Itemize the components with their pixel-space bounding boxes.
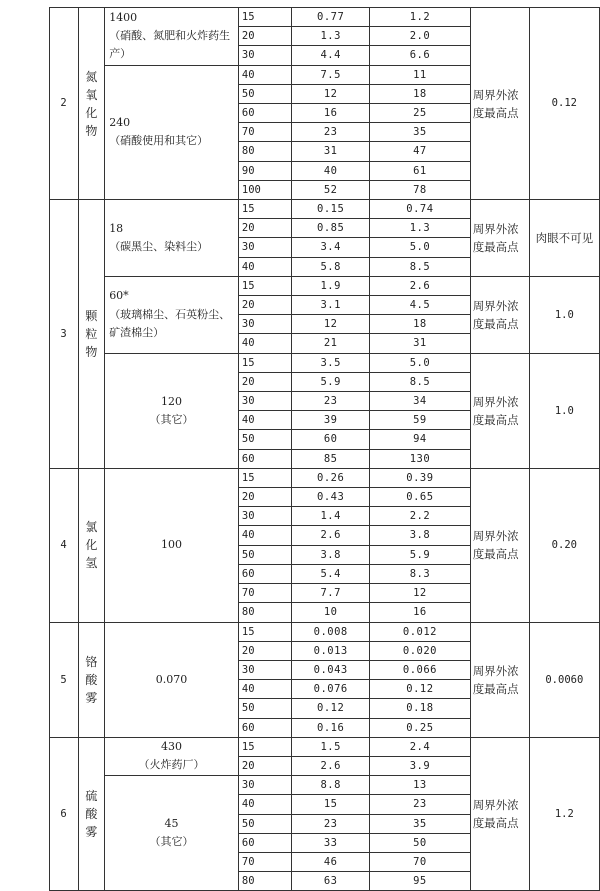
emission-rate-level-3: 5.0: [370, 353, 471, 372]
concentration-line: 产）: [109, 47, 132, 61]
emission-rate-level-3: 70: [370, 852, 471, 871]
stack-height: 15: [238, 622, 291, 641]
pollutant-name-char: 雾: [85, 690, 98, 705]
emission-rate-level-2: 5.4: [292, 564, 370, 583]
emission-rate-level-2: 1.5: [292, 737, 370, 756]
emission-rate-level-2: 15: [292, 795, 370, 814]
stack-height: 30: [238, 46, 291, 65]
emission-rate-level-2: 0.013: [292, 641, 370, 660]
concentration-limit: [105, 200, 239, 277]
emission-rate-level-3: 18: [370, 315, 471, 334]
pollutant-name-char: 物: [85, 344, 98, 359]
emission-rate-level-2: 0.076: [292, 680, 370, 699]
stack-height: 100: [238, 180, 291, 199]
perimeter-concentration-limit: 1.0: [529, 353, 599, 468]
stack-height: 15: [238, 468, 291, 487]
monitoring-point: [470, 622, 529, 737]
emission-rate-level-2: 1.4: [292, 507, 370, 526]
emission-rate-level-3: 61: [370, 161, 471, 180]
pollutant-number: 3: [50, 200, 79, 469]
pollutant-name: [78, 8, 105, 200]
pollutant-name-char: 化: [85, 105, 98, 120]
concentration-limit: [105, 65, 239, 199]
stack-height: 80: [238, 142, 291, 161]
stack-height: 30: [238, 315, 291, 334]
stack-height: 30: [238, 776, 291, 795]
stack-height: 40: [238, 526, 291, 545]
emission-rate-level-3: 59: [370, 411, 471, 430]
emission-rate-level-3: 3.8: [370, 526, 471, 545]
pollutant-name-char: 雾: [85, 825, 98, 840]
stack-height: 40: [238, 65, 291, 84]
concentration-limit: [105, 468, 239, 622]
concentration-limit: [105, 622, 239, 737]
emission-rate-level-2: 52: [292, 180, 370, 199]
concentration-line: 240: [109, 116, 131, 130]
emission-rate-level-2: 0.77: [292, 8, 370, 27]
emission-rate-level-2: 63: [292, 872, 370, 891]
emission-rate-level-3: 2.6: [370, 276, 471, 295]
table-row: [50, 737, 600, 756]
stack-height: 20: [238, 219, 291, 238]
concentration-line: 0.070: [155, 672, 188, 686]
emission-rate-level-3: 1.2: [370, 8, 471, 27]
monitoring-point: [470, 8, 529, 200]
emission-rate-level-2: 0.85: [292, 219, 370, 238]
stack-height: 30: [238, 392, 291, 411]
concentration-line: （玻璃棉尘、石英粉尘、: [109, 307, 231, 321]
pollutant-name-char: 物: [85, 123, 98, 138]
emission-rate-level-2: 0.16: [292, 718, 370, 737]
pollutant-name-char: 氢: [85, 556, 98, 571]
stack-height: 40: [238, 795, 291, 814]
emission-rate-level-2: 40: [292, 161, 370, 180]
perimeter-concentration-limit: 0.0060: [529, 622, 599, 737]
monitoring-point-line: 周界外浓: [472, 394, 519, 409]
pollutant-name-char: 硫: [85, 789, 98, 804]
emission-rate-level-3: 47: [370, 142, 471, 161]
pollutant-name-char: 化: [85, 538, 98, 553]
emission-rate-level-2: 3.5: [292, 353, 370, 372]
pollutant-name-char: 酸: [85, 807, 98, 822]
emission-rate-level-2: 21: [292, 334, 370, 353]
emission-rate-level-3: 31: [370, 334, 471, 353]
emission-rate-level-3: 50: [370, 833, 471, 852]
emission-rate-level-3: 0.74: [370, 200, 471, 219]
monitoring-point-line: 度最高点: [472, 105, 519, 120]
pollutant-name: [78, 468, 105, 622]
emission-rate-level-3: 18: [370, 84, 471, 103]
concentration-line: 45: [164, 817, 179, 831]
emission-rate-level-2: 16: [292, 104, 370, 123]
stack-height: 15: [238, 8, 291, 27]
pollutant-name: [78, 622, 105, 737]
stack-height: 20: [238, 488, 291, 507]
emission-rate-level-2: 1.9: [292, 276, 370, 295]
concentration-line: （硝酸、氮肥和火炸药生: [109, 29, 231, 43]
perimeter-concentration-limit: 0.20: [529, 468, 599, 622]
stack-height: 70: [238, 584, 291, 603]
emission-rate-level-2: 12: [292, 84, 370, 103]
stack-height: 90: [238, 161, 291, 180]
table-body: [50, 8, 600, 891]
table-row: [50, 353, 600, 372]
stack-height: 40: [238, 680, 291, 699]
concentration-line: （其它）: [149, 835, 194, 849]
concentration-line: （火炸药厂）: [138, 758, 205, 772]
stack-height: 30: [238, 507, 291, 526]
emission-rate-level-3: 2.2: [370, 507, 471, 526]
concentration-limit: [105, 776, 239, 891]
emission-rate-level-2: 31: [292, 142, 370, 161]
monitoring-point: [470, 737, 529, 891]
monitoring-point-line: 周界外浓: [472, 529, 519, 544]
stack-height: 15: [238, 737, 291, 756]
emission-rate-level-2: 85: [292, 449, 370, 468]
monitoring-point-line: 周界外浓: [472, 221, 519, 236]
stack-height: 80: [238, 872, 291, 891]
emission-rate-level-2: 7.5: [292, 65, 370, 84]
monitoring-point-line: 度最高点: [472, 681, 519, 696]
table-row: [50, 622, 600, 641]
concentration-line: 1400: [109, 11, 138, 24]
emission-rate-level-3: 4.5: [370, 296, 471, 315]
monitoring-point: [470, 200, 529, 277]
emission-rate-level-2: 7.7: [292, 584, 370, 603]
perimeter-concentration-limit: 0.12: [529, 8, 599, 200]
monitoring-point: [470, 276, 529, 353]
stack-height: 20: [238, 756, 291, 775]
emission-rate-level-3: 2.0: [370, 27, 471, 46]
perimeter-concentration-limit: 1.0: [529, 276, 599, 353]
emission-rate-level-3: 0.066: [370, 660, 471, 679]
stack-height: 15: [238, 353, 291, 372]
concentration-line: 100: [161, 538, 183, 552]
concentration-line: 120: [161, 394, 183, 408]
pollutant-name-char: 酸: [85, 672, 98, 687]
emission-rate-level-2: 23: [292, 123, 370, 142]
emission-rate-level-3: 94: [370, 430, 471, 449]
perimeter-concentration-limit: 1.2: [529, 737, 599, 891]
stack-height: 15: [238, 200, 291, 219]
monitoring-point-line: 周界外浓: [472, 87, 519, 102]
emission-rate-level-3: 3.9: [370, 756, 471, 775]
monitoring-point-line: 度最高点: [472, 316, 519, 331]
emission-rate-level-3: 23: [370, 795, 471, 814]
emission-rate-level-3: 130: [370, 449, 471, 468]
monitoring-point-line: 周界外浓: [472, 798, 519, 813]
stack-height: 60: [238, 104, 291, 123]
stack-height: 20: [238, 372, 291, 391]
stack-height: 20: [238, 641, 291, 660]
emission-rate-level-3: 6.6: [370, 46, 471, 65]
emission-rate-level-2: 4.4: [292, 46, 370, 65]
stack-height: 50: [238, 84, 291, 103]
stack-height: 15: [238, 276, 291, 295]
emission-standards-table: [49, 7, 600, 891]
emission-rate-level-2: 2.6: [292, 526, 370, 545]
stack-height: 40: [238, 334, 291, 353]
stack-height: 50: [238, 430, 291, 449]
pollutant-name: [78, 737, 105, 891]
emission-rate-level-2: 5.9: [292, 372, 370, 391]
concentration-line: 430: [161, 740, 183, 754]
monitoring-point: [470, 353, 529, 468]
emission-rate-level-2: 33: [292, 833, 370, 852]
concentration-limit: [105, 737, 239, 775]
emission-rate-level-3: 12: [370, 584, 471, 603]
stack-height: 50: [238, 699, 291, 718]
pollutant-name: [78, 200, 105, 469]
monitoring-point: [470, 468, 529, 622]
emission-rate-level-3: 35: [370, 814, 471, 833]
emission-rate-level-2: 12: [292, 315, 370, 334]
table-row: [50, 276, 600, 295]
stack-height: 60: [238, 833, 291, 852]
emission-rate-level-2: 0.43: [292, 488, 370, 507]
table-row: [50, 468, 600, 487]
stack-height: 70: [238, 852, 291, 871]
concentration-line: 矿渣棉尘）: [109, 325, 165, 339]
emission-rate-level-3: 2.4: [370, 737, 471, 756]
stack-height: 40: [238, 257, 291, 276]
emission-rate-level-3: 1.3: [370, 219, 471, 238]
stack-height: 30: [238, 238, 291, 257]
emission-rate-level-3: 13: [370, 776, 471, 795]
emission-rate-level-2: 60: [292, 430, 370, 449]
emission-rate-level-3: 0.18: [370, 699, 471, 718]
monitoring-point-line: 度最高点: [472, 816, 519, 831]
emission-rate-level-2: 23: [292, 392, 370, 411]
stack-height: 50: [238, 814, 291, 833]
perimeter-concentration-limit: 肉眼不可见: [529, 200, 599, 277]
table-row: [50, 200, 600, 219]
emission-rate-level-3: 16: [370, 603, 471, 622]
monitoring-point-line: 度最高点: [472, 547, 519, 562]
emission-rate-level-3: 0.25: [370, 718, 471, 737]
emission-rate-level-3: 8.5: [370, 372, 471, 391]
concentration-line: 60*: [109, 289, 129, 303]
pollutant-name-char: 铬: [85, 654, 98, 669]
emission-rate-level-2: 5.8: [292, 257, 370, 276]
emission-rate-level-3: 78: [370, 180, 471, 199]
emission-rate-level-3: 0.020: [370, 641, 471, 660]
concentration-limit: [105, 8, 239, 66]
pollutant-number: 4: [50, 468, 79, 622]
emission-rate-level-2: 0.15: [292, 200, 370, 219]
emission-rate-level-3: 11: [370, 65, 471, 84]
concentration-line: 18: [109, 221, 124, 235]
emission-rate-level-3: 95: [370, 872, 471, 891]
emission-rate-level-3: 34: [370, 392, 471, 411]
monitoring-point-line: 周界外浓: [472, 663, 519, 678]
concentration-limit: [105, 276, 239, 353]
stack-height: 60: [238, 564, 291, 583]
emission-rate-level-3: 8.3: [370, 564, 471, 583]
stack-height: 60: [238, 449, 291, 468]
emission-rate-level-2: 3.1: [292, 296, 370, 315]
monitoring-point-line: 度最高点: [472, 239, 519, 254]
emission-rate-level-2: 2.6: [292, 756, 370, 775]
emission-rate-level-2: 3.8: [292, 545, 370, 564]
stack-height: 80: [238, 603, 291, 622]
stack-height: 70: [238, 123, 291, 142]
stack-height: 20: [238, 296, 291, 315]
monitoring-point-line: 度最高点: [472, 412, 519, 427]
table-row: [50, 8, 600, 27]
concentration-limit: [105, 353, 239, 468]
pollutant-number: 6: [50, 737, 79, 891]
concentration-line: （硝酸使用和其它）: [109, 134, 209, 148]
emission-rate-level-3: 0.39: [370, 468, 471, 487]
emission-rate-level-2: 0.26: [292, 468, 370, 487]
emission-rate-level-3: 0.12: [370, 680, 471, 699]
stack-height: 60: [238, 718, 291, 737]
emission-rate-level-3: 0.65: [370, 488, 471, 507]
emission-rate-level-2: 23: [292, 814, 370, 833]
emission-rate-level-2: 0.12: [292, 699, 370, 718]
pollutant-name-char: 氮: [85, 69, 98, 84]
emission-rate-level-2: 39: [292, 411, 370, 430]
monitoring-point-line: 周界外浓: [472, 298, 519, 313]
pollutant-name-char: 粒: [85, 326, 98, 341]
concentration-line: （碳黑尘、染料尘）: [109, 239, 209, 253]
emission-rate-level-2: 3.4: [292, 238, 370, 257]
pollutant-number: 5: [50, 622, 79, 737]
emission-rate-level-2: 1.3: [292, 27, 370, 46]
stack-height: 50: [238, 545, 291, 564]
emission-rate-level-2: 8.8: [292, 776, 370, 795]
emission-rate-level-2: 0.043: [292, 660, 370, 679]
emission-rate-level-2: 46: [292, 852, 370, 871]
emission-rate-level-3: 8.5: [370, 257, 471, 276]
pollutant-name-char: 颗: [85, 308, 98, 323]
pollutant-name-char: 氯: [85, 520, 98, 535]
emission-rate-level-2: 0.008: [292, 622, 370, 641]
emission-rate-level-3: 0.012: [370, 622, 471, 641]
stack-height: 30: [238, 660, 291, 679]
emission-rate-level-3: 25: [370, 104, 471, 123]
emission-rate-level-2: 10: [292, 603, 370, 622]
pollutant-name-char: 氧: [85, 87, 98, 102]
emission-rate-level-3: 5.0: [370, 238, 471, 257]
stack-height: 40: [238, 411, 291, 430]
concentration-line: （其它）: [149, 412, 194, 426]
stack-height: 20: [238, 27, 291, 46]
emission-rate-level-3: 5.9: [370, 545, 471, 564]
pollutant-number: 2: [50, 8, 79, 200]
emission-rate-level-3: 35: [370, 123, 471, 142]
